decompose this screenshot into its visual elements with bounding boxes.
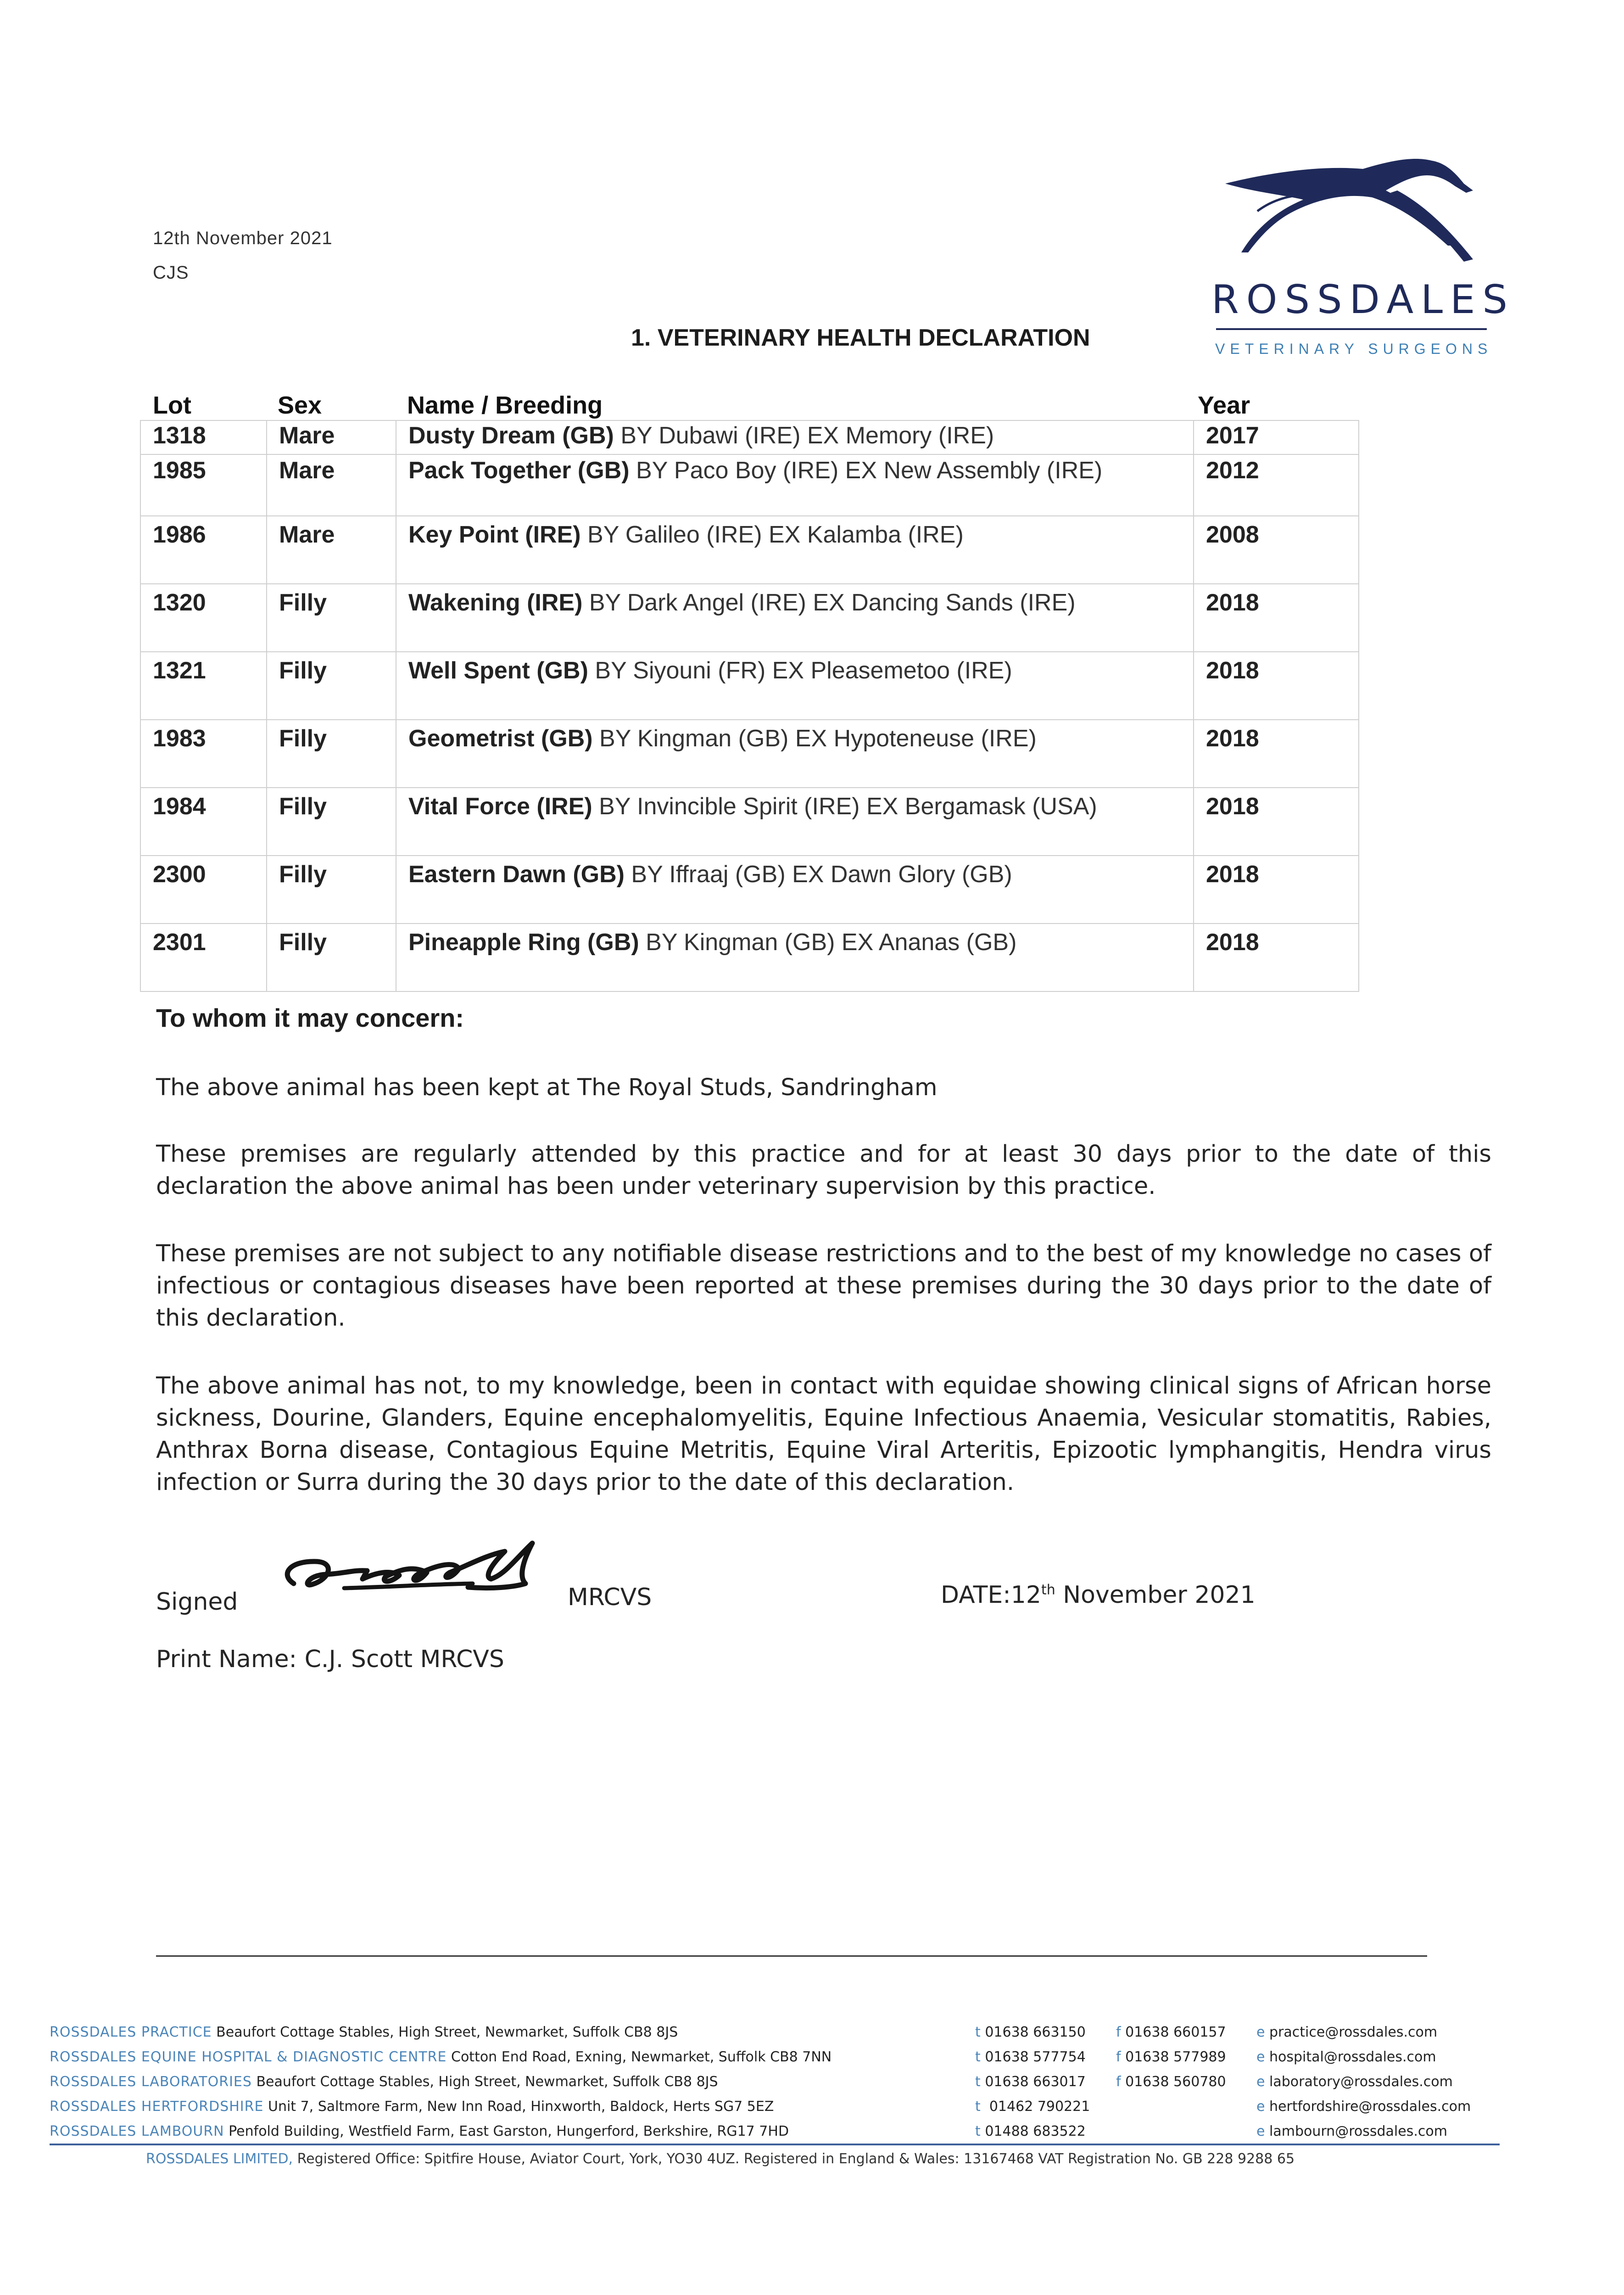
horse-name: Key Point (IRE) — [408, 521, 581, 548]
phone-number: 01462 790221 — [989, 2099, 1090, 2115]
lot-cell: 1984 — [140, 788, 267, 856]
office-phone — [975, 2074, 1086, 2090]
document-reference: CJS — [153, 263, 189, 283]
table-row — [140, 584, 1359, 652]
column-header-year: Year — [1198, 392, 1250, 419]
year-cell: 2018 — [1194, 788, 1359, 856]
sex-cell: Filly — [267, 584, 396, 652]
year-cell: 2017 — [1194, 420, 1359, 454]
office-email — [1256, 2074, 1453, 2090]
email-address: lambourn@rossdales.com — [1269, 2123, 1447, 2139]
print-name: Print Name: C.J. Scott MRCVS — [156, 1646, 504, 1673]
logo-divider — [1216, 328, 1487, 330]
office-email — [1256, 2123, 1447, 2139]
office-name: ROSSDALES EQUINE HOSPITAL & DIAGNOSTIC CENTRE — [50, 2049, 447, 2065]
table-row — [140, 788, 1359, 856]
breeding-cell — [396, 652, 1194, 720]
horse-name: Geometrist (GB) — [408, 725, 593, 752]
registered-text: Registered Office: Spitfire House, Aviator Court, York, YO30 4UZ. Registered in England & Wales: 13167468 VAT Registration No. GB 228 9288 65 — [293, 2151, 1295, 2167]
date-month-year: November 2021 — [1055, 1581, 1256, 1609]
horse-breeding: BY Siyouni (FR) EX Pleasemetoo (IRE) — [588, 657, 1012, 684]
breeding-cell — [396, 420, 1194, 454]
office-address: Penfold Building, Westfield Farm, East Garston, Hungerford, Berkshire, RG17 7HD — [224, 2123, 789, 2139]
footer-rule — [156, 1955, 1427, 1957]
office-email — [1256, 2024, 1437, 2040]
sex-cell: Filly — [267, 788, 396, 856]
phone-label: t — [975, 2123, 981, 2139]
email-label: e — [1256, 2049, 1265, 2065]
horse-breeding: BY Galileo (IRE) EX Kalamba (IRE) — [580, 521, 964, 548]
horse-breeding: BY Kingman (GB) EX Hypoteneuse (IRE) — [592, 725, 1037, 752]
footer-office — [50, 2024, 678, 2040]
signed-label: Signed — [156, 1588, 238, 1616]
phone-number: 01488 683522 — [985, 2123, 1086, 2139]
lot-cell: 1985 — [140, 454, 267, 516]
table-row — [140, 924, 1359, 991]
sex-cell: Mare — [267, 454, 396, 516]
phone-number: 01638 663150 — [985, 2024, 1086, 2040]
column-header-name: Name / Breeding — [407, 392, 603, 419]
signature-date — [941, 1581, 1256, 1609]
office-phone — [975, 2024, 1086, 2040]
horse-name: Pack Together (GB) — [408, 457, 630, 484]
salutation: To whom it may concern: — [156, 1003, 464, 1032]
table-row — [140, 454, 1359, 516]
phone-number: 01638 577754 — [985, 2049, 1086, 2065]
office-email — [1256, 2099, 1471, 2115]
table-row — [140, 856, 1359, 924]
email-label: e — [1256, 2074, 1265, 2090]
footer-blue-rule — [50, 2144, 1500, 2145]
year-cell: 2018 — [1194, 720, 1359, 788]
office-address: Cotton End Road, Exning, Newmarket, Suffolk CB8 7NN — [446, 2049, 832, 2065]
breeding-cell — [396, 454, 1194, 516]
rossdales-horse-logo-icon — [1216, 147, 1501, 285]
year-cell: 2018 — [1194, 856, 1359, 924]
date-day: DATE:12 — [941, 1581, 1041, 1609]
horse-name: Vital Force (IRE) — [408, 793, 592, 820]
office-address: Unit 7, Saltmore Farm, New Inn Road, Hinxworth, Baldock, Herts SG7 5EZ — [263, 2099, 774, 2115]
horse-breeding: BY Dubawi (IRE) EX Memory (IRE) — [614, 422, 994, 449]
breeding-cell — [396, 516, 1194, 584]
horse-breeding: BY Invincible Spirit (IRE) EX Bergamask (USA) — [592, 793, 1097, 820]
fax-number: 01638 660157 — [1125, 2024, 1226, 2040]
lot-cell: 1318 — [140, 420, 267, 454]
breeding-cell — [396, 924, 1194, 991]
horse-breeding: BY Dark Angel (IRE) EX Dancing Sands (IRE) — [582, 589, 1076, 616]
paragraph-premises: The above animal has been kept at The Royal Studs, Sandringham — [156, 1074, 938, 1101]
footer-office — [50, 2123, 789, 2139]
horse-name: Pineapple Ring (GB) — [408, 929, 639, 956]
horse-name: Well Spent (GB) — [408, 657, 588, 684]
breeding-cell — [396, 584, 1194, 652]
paragraph-contact: The above animal has not, to my knowledge, been in contact with equidae showing clinical signs of African horse sickness, Dourine, Glanders, Equine encephalomyelitis, Equine Infectious Anaemia, Vesicular stomatitis, Rabies, Anthrax Borna disease, Contagious Equine Metritis, Equine Viral Arteritis, Epizootic lymphangitis, Hendra virus infection or Surra during the 30 days prior to the date of this declaration. — [156, 1372, 1491, 1496]
phone-number: 01638 663017 — [985, 2074, 1086, 2090]
phone-label: t — [975, 2024, 981, 2040]
horse-breeding: BY Iffraaj (GB) EX Dawn Glory (GB) — [624, 861, 1012, 888]
year-cell: 2012 — [1194, 454, 1359, 516]
company-name: ROSSDALES LIMITED, — [146, 2151, 293, 2167]
document-date: 12th November 2021 — [153, 228, 333, 248]
office-address: Beaufort Cottage Stables, High Street, Newmarket, Suffolk CB8 8JS — [251, 2074, 718, 2090]
email-address: hospital@rossdales.com — [1269, 2049, 1436, 2065]
office-phone — [975, 2123, 1086, 2139]
footer-office — [50, 2099, 774, 2115]
sex-cell: Filly — [267, 652, 396, 720]
fax-number: 01638 577989 — [1125, 2049, 1226, 2065]
paragraph-supervision: These premises are regularly attended by this practice and for at least 30 days prior to the date of this declaration the above animal has been under veterinary supervision by this practice. — [156, 1141, 1491, 1200]
table-row — [140, 720, 1359, 788]
phone-label: t — [975, 2074, 981, 2090]
office-address: Beaufort Cottage Stables, High Street, Newmarket, Suffolk CB8 8JS — [212, 2024, 678, 2040]
registered-office-line — [146, 2151, 1295, 2167]
table-row — [140, 516, 1359, 584]
email-address: practice@rossdales.com — [1269, 2024, 1438, 2040]
email-address: laboratory@rossdales.com — [1269, 2074, 1453, 2090]
lot-cell: 1983 — [140, 720, 267, 788]
office-name: ROSSDALES LAMBOURN — [50, 2123, 224, 2139]
horse-emblem-icon — [1216, 147, 1501, 285]
horse-breeding: BY Kingman (GB) EX Ananas (GB) — [639, 929, 1017, 956]
signature-mark — [275, 1533, 569, 1611]
email-address: hertfordshire@rossdales.com — [1269, 2099, 1471, 2115]
date-suffix: th — [1041, 1582, 1055, 1598]
horse-name: Eastern Dawn (GB) — [408, 861, 625, 888]
logo-wordmark: ROSSDALES — [1211, 277, 1515, 323]
footer-office — [50, 2074, 718, 2090]
office-name: ROSSDALES HERTFORDSHIRE — [50, 2099, 264, 2115]
horse-name: Dusty Dream (GB) — [408, 422, 614, 449]
mrcvs-label: MRCVS — [568, 1584, 652, 1611]
email-label: e — [1256, 2024, 1265, 2040]
office-fax — [1116, 2024, 1226, 2040]
sex-cell: Mare — [267, 420, 396, 454]
phone-label: t — [975, 2049, 981, 2065]
table-row — [140, 420, 1359, 454]
fax-number: 01638 560780 — [1125, 2074, 1226, 2090]
breeding-cell — [396, 720, 1194, 788]
table-row — [140, 652, 1359, 720]
lot-cell: 1320 — [140, 584, 267, 652]
year-cell: 2018 — [1194, 924, 1359, 991]
sex-cell: Filly — [267, 924, 396, 991]
column-header-sex: Sex — [278, 392, 322, 419]
email-label: e — [1256, 2099, 1265, 2115]
breeding-cell — [396, 856, 1194, 924]
breeding-cell — [396, 788, 1194, 856]
year-cell: 2018 — [1194, 584, 1359, 652]
office-name: ROSSDALES PRACTICE — [50, 2024, 212, 2040]
fax-label: f — [1116, 2049, 1121, 2065]
lot-cell: 2300 — [140, 856, 267, 924]
page-title: 1. VETERINARY HEALTH DECLARATION — [631, 325, 1090, 351]
horse-name: Wakening (IRE) — [408, 589, 583, 616]
office-phone — [975, 2099, 1090, 2115]
email-label: e — [1256, 2123, 1265, 2139]
office-fax — [1116, 2049, 1226, 2065]
lot-cell: 1321 — [140, 652, 267, 720]
column-header-lot: Lot — [153, 392, 191, 419]
office-name: ROSSDALES LABORATORIES — [50, 2074, 252, 2090]
office-email — [1256, 2049, 1436, 2065]
footer-office — [50, 2049, 832, 2065]
lot-cell: 2301 — [140, 924, 267, 991]
year-cell: 2018 — [1194, 652, 1359, 720]
phone-label: t — [975, 2099, 981, 2115]
sex-cell: Filly — [267, 720, 396, 788]
year-cell: 2008 — [1194, 516, 1359, 584]
office-phone — [975, 2049, 1086, 2065]
paragraph-restrictions: These premises are not subject to any notifiable disease restrictions and to the best of my knowledge no cases of infectious or contagious diseases have been reported at these premises during the 30 days prior to the date of this declaration. — [156, 1240, 1491, 1332]
fax-label: f — [1116, 2024, 1121, 2040]
fax-label: f — [1116, 2074, 1121, 2090]
horse-breeding: BY Paco Boy (IRE) EX New Assembly (IRE) — [629, 457, 1103, 484]
lot-cell: 1986 — [140, 516, 267, 584]
sex-cell: Mare — [267, 516, 396, 584]
lots-table — [140, 420, 1359, 992]
sex-cell: Filly — [267, 856, 396, 924]
logo-tagline: VETERINARY SURGEONS — [1215, 341, 1493, 357]
office-fax — [1116, 2074, 1226, 2090]
